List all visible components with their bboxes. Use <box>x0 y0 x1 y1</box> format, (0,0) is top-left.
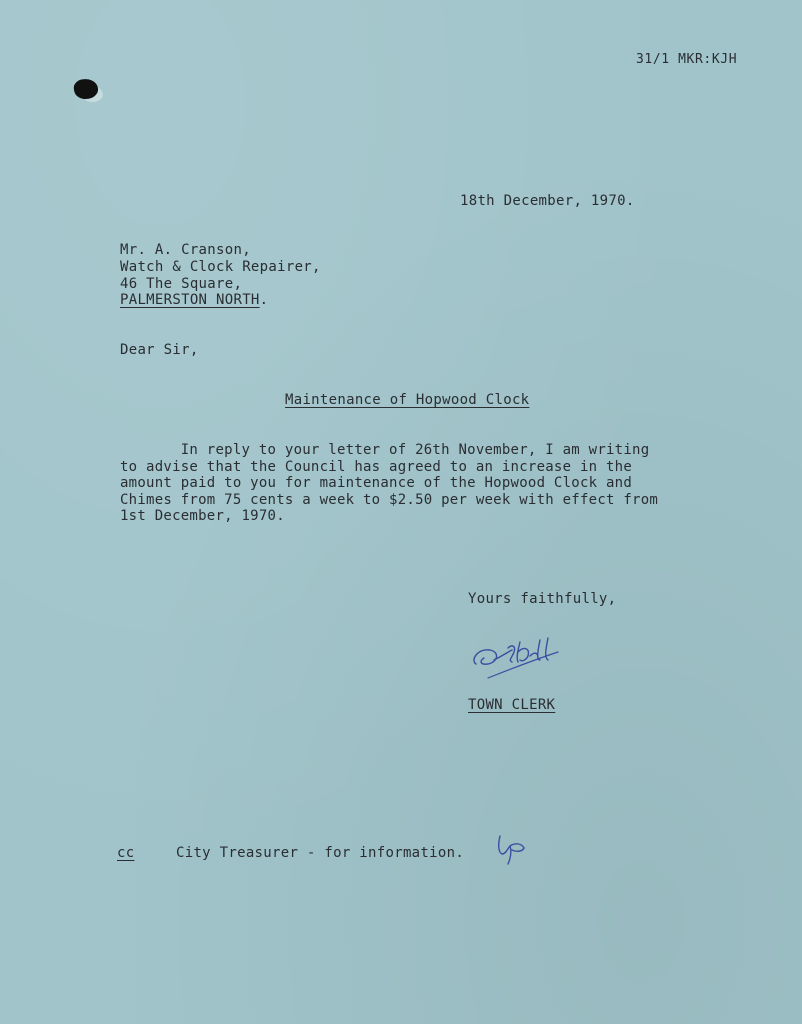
closing: Yours faithfully, <box>468 591 617 607</box>
body-line: to advise that the Council has agreed to an increase in the <box>120 458 633 475</box>
body-line: 1st December, 1970. <box>120 508 285 524</box>
letter-date: 18th December, 1970. <box>460 193 635 209</box>
body-line: amount paid to you for maintenance of the Hopwood Clock and <box>120 475 633 491</box>
recipient-occupation: Watch & Clock Repairer, <box>120 259 321 275</box>
handwritten-initials <box>494 832 530 868</box>
handwritten-signature <box>468 630 578 686</box>
body-line: In reply to your letter of 26th November, I am writing <box>120 442 650 458</box>
reference-code: 31/1 MKR:KJH <box>636 52 738 67</box>
recipient-city-suffix: . <box>259 292 269 308</box>
subject-heading: Maintenance of Hopwood Clock <box>285 392 530 408</box>
salutation: Dear Sir, <box>120 342 199 358</box>
recipient-street: 46 The Square, <box>120 276 243 292</box>
cc-text: City Treasurer - for information. <box>176 845 465 861</box>
recipient-city: PALMERSTON NORTH <box>120 292 260 308</box>
body-paragraph <box>120 442 730 525</box>
recipient-city-line <box>120 292 268 308</box>
signature-title: TOWN CLERK <box>468 697 556 713</box>
recipient-name: Mr. A. Cranson, <box>120 242 251 258</box>
body-line: Chimes from 75 cents a week to $2.50 per week with effect from <box>120 491 659 508</box>
cc-label: cc <box>117 845 135 861</box>
punch-hole <box>73 77 100 100</box>
